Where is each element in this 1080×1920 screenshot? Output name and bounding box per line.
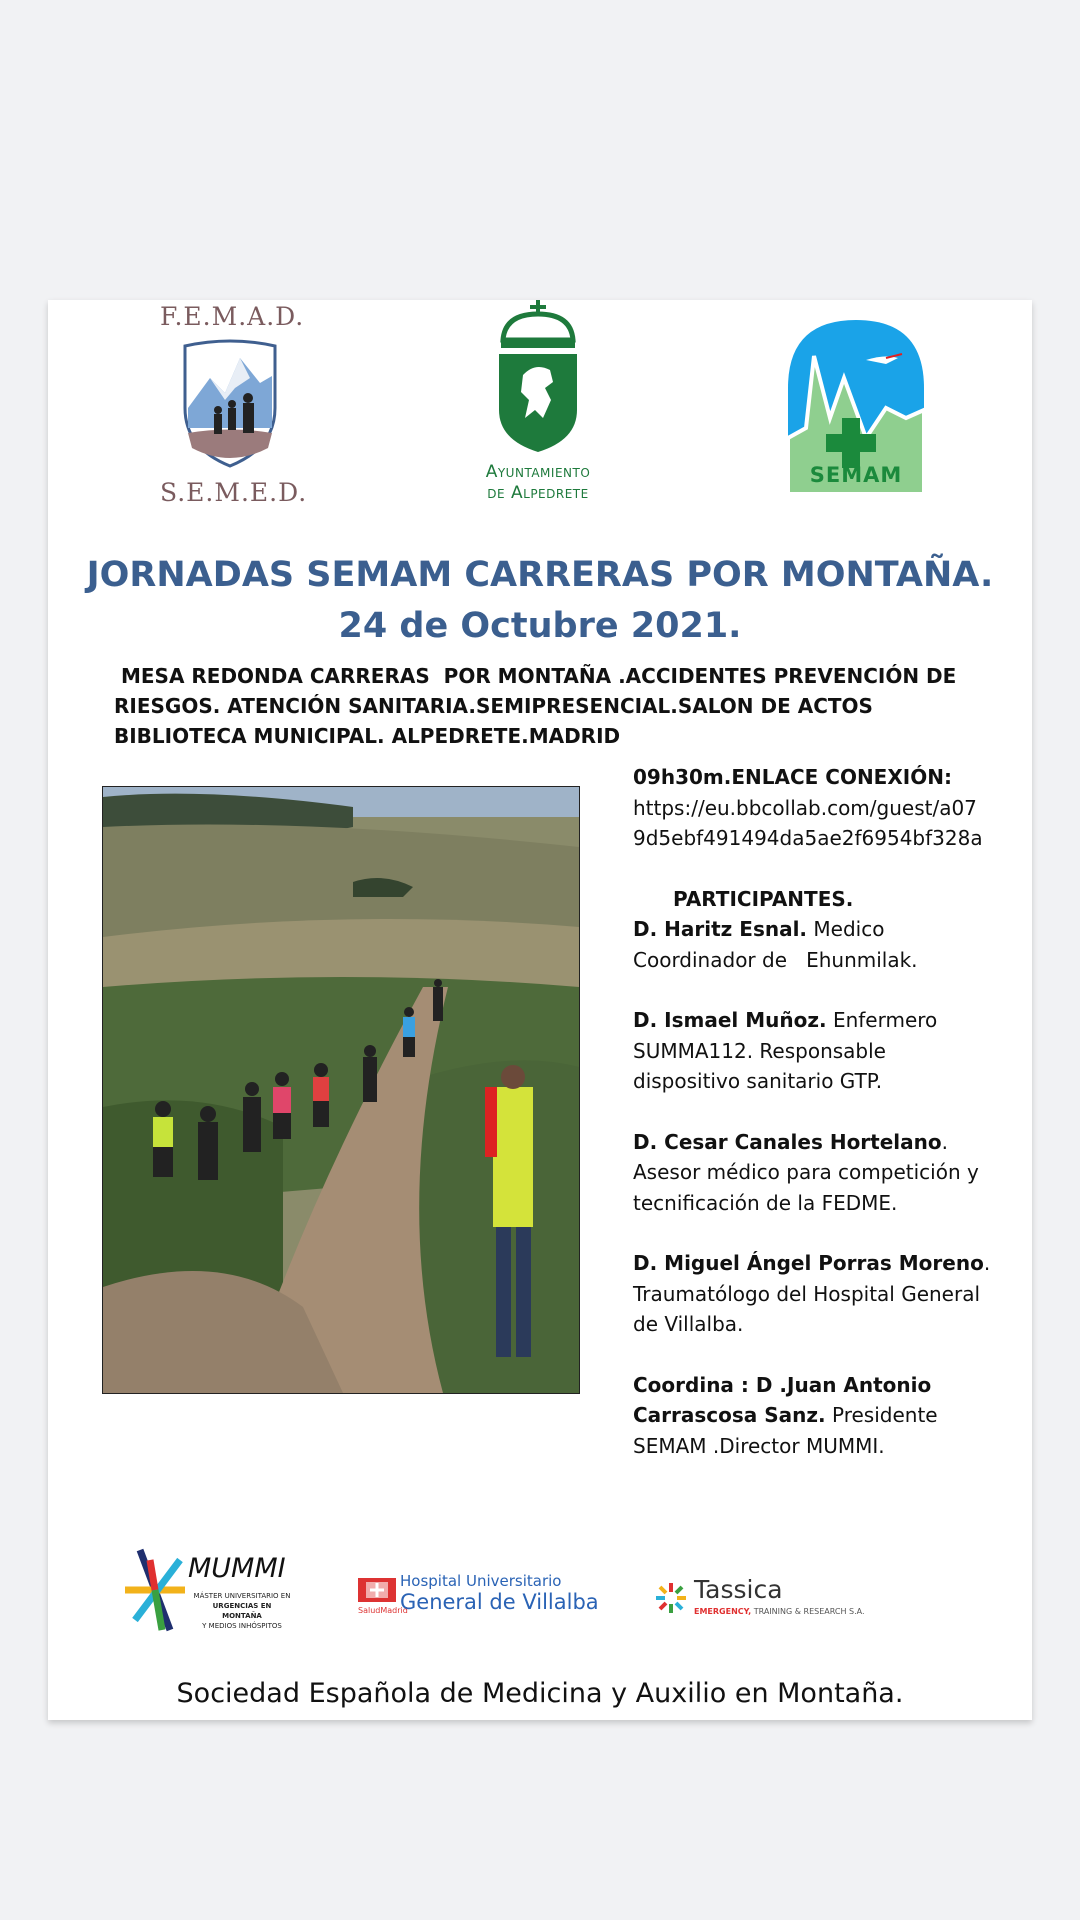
mummi-line2: URGENCIAS EN MONTAÑA [212, 1602, 272, 1620]
mummi-line3: Y MEDIOS INHÓSPITOS [202, 1622, 282, 1630]
connection-url-line1[interactable]: https://eu.bbcollab.com/guest/a07 [633, 795, 977, 820]
info-column [633, 762, 1018, 1461]
poster-page [48, 300, 1032, 1720]
main-title: JORNADAS SEMAM CARRERAS POR MONTAÑA. [86, 555, 994, 595]
semam-logo [786, 318, 926, 496]
participant-name: D. Ismael Muñoz. [633, 1008, 827, 1032]
participant-role-line2: Coordinador de Ehunmilak. [633, 947, 918, 972]
connection-url-line2[interactable]: 9d5ebf491494da5ae2f6954bf328a [633, 826, 983, 850]
participant-name: D. Miguel Ángel Porras Moreno [633, 1251, 984, 1275]
participant-role: . [941, 1129, 948, 1154]
tassica-caption-red: EMERGENCY, [694, 1607, 752, 1616]
ayuntamiento-line1: Ayuntamiento [485, 462, 591, 482]
trail-runners-photo [102, 786, 580, 1394]
mummi-logo [120, 1545, 290, 1635]
femad-shield-icon [180, 338, 280, 468]
ayuntamiento-line2: de Alpedrete [487, 483, 589, 503]
hospital-small-text: SaludMadrid [358, 1606, 408, 1615]
mummi-name: MUMMI [188, 1553, 286, 1584]
participant-role: Enfermero [826, 1008, 938, 1032]
hospital-line1: Hospital Universitario [400, 1572, 562, 1590]
participant-role: . [983, 1251, 991, 1275]
coordinator [633, 1370, 1018, 1462]
coordinator-role: Presidente [825, 1403, 938, 1427]
participant-4 [633, 1248, 1018, 1340]
participant-role-line2: Asesor médico para competición y [633, 1160, 979, 1184]
mummi-line1: MÁSTER UNIVERSITARIO EN [193, 1592, 291, 1600]
participant-name: D. Haritz Esnal. [633, 917, 808, 941]
coordinator-role-line3: SEMAM .Director MUMMI. [633, 1433, 885, 1458]
participant-role-line2: Traumatólogo del Hospital General [633, 1281, 981, 1306]
participants-header: PARTICIPANTES. [673, 886, 854, 911]
semam-text: SEMAM [809, 463, 903, 487]
participant-name: D. Cesar Canales Hortelano [633, 1129, 942, 1154]
tassica-name: Tassica [694, 1575, 783, 1604]
hospital-line2: General de Villalba [400, 1590, 599, 1614]
mummi-star-icon [120, 1545, 190, 1635]
event-subtitle: MESA REDONDA CARRERAS POR MONTAÑA .ACCIDENTES PREVENCIÓN DE RIESGOS. ATENCIÓN SANITARIA.SEMIPRESENCIAL.SALON DE ACTOS BIBLIOTECA MUNICIPAL. ALPEDRETE.MADRID [114, 664, 964, 748]
participant-role-line3: tecnificación de la FEDME. [633, 1190, 898, 1215]
participant-role-line2: SUMMA112. Responsable [633, 1038, 886, 1063]
coordinator-label: Coordina : D .Juan Antonio [633, 1372, 932, 1397]
participant-role-line3: dispositivo sanitario GTP. [633, 1069, 883, 1093]
coordinator-name: Carrascosa Sanz. [633, 1403, 826, 1427]
tassica-caption [694, 1607, 865, 1616]
footer-text: Sociedad Española de Medicina y Auxilio en Montaña. [176, 1678, 904, 1709]
hospital-logo [358, 1570, 599, 1630]
tassica-caption-rest: TRAINING & RESEARCH S.A. [751, 1607, 865, 1616]
mummi-caption [192, 1591, 292, 1631]
tassica-logo [654, 1575, 864, 1625]
coat-of-arms-icon [495, 300, 581, 455]
femad-bottom-text: S.E.M.E.D. [160, 478, 308, 507]
event-date: 24 de Octubre 2021. [338, 606, 742, 646]
tassica-burst-icon [654, 1581, 688, 1615]
trail-runners-image-icon [103, 787, 579, 1393]
ayuntamiento-text [453, 462, 623, 504]
ayuntamiento-logo [453, 300, 623, 510]
participant-role-line3: de Villalba. [633, 1312, 744, 1336]
participant-1 [633, 914, 1018, 975]
participant-3 [633, 1127, 1018, 1219]
femad-top-text: F.E.M.A.D. [160, 302, 305, 331]
connection-label: 09h30m.ENLACE CONEXIÓN: [633, 765, 952, 789]
participant-2 [633, 1005, 1018, 1097]
participant-role: Medico [807, 917, 885, 941]
femad-logo [160, 302, 308, 507]
